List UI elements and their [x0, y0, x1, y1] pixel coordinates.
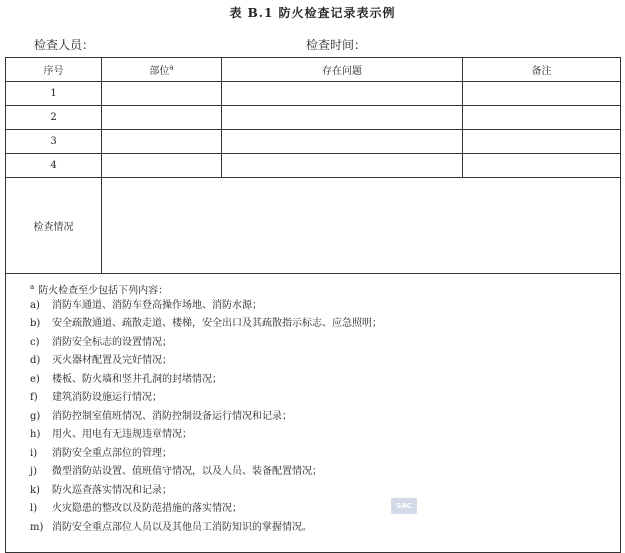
inspection-content-cell: [102, 178, 621, 274]
list-item: [30, 482, 620, 501]
notes-intro-text: 防火检查至少包括下列内容：: [38, 285, 169, 297]
issue-cell: [222, 106, 463, 130]
list-item: [30, 315, 620, 334]
inspection-record-table: [5, 57, 621, 553]
item-letter: m): [30, 521, 44, 533]
item-letter: b): [30, 318, 41, 329]
notes-intro: [30, 278, 620, 297]
notes-marker: a: [30, 283, 35, 291]
item-text: 建筑消防设施运行情况；: [52, 392, 162, 403]
list-item: [30, 297, 620, 316]
item-text: 火灾隐患的整改以及防范措施的落实情况；: [52, 503, 242, 514]
header-part-label: 部位: [149, 66, 170, 77]
row-number: 2: [6, 106, 102, 130]
item-letter: j): [30, 466, 38, 477]
remark-cell: [463, 154, 621, 178]
item-letter: a): [30, 299, 40, 311]
part-cell: [102, 154, 222, 178]
remark-cell: [463, 82, 621, 106]
notes-row: [6, 274, 621, 553]
list-item: [30, 519, 620, 538]
notes-cell: [6, 274, 621, 553]
list-item: [30, 334, 620, 353]
item-text: 用火、用电有无违规违章情况；: [52, 429, 192, 440]
inspector-label: 检查人员：: [34, 38, 95, 52]
item-text: 消防安全重点部位人员以及其他员工消防知识的掌握情况。: [52, 521, 312, 533]
list-item: [30, 445, 620, 464]
item-letter: f): [30, 392, 38, 403]
remark-cell: [463, 106, 621, 130]
item-text: 消防车通道、消防车登高操作场地、消防水源；: [52, 299, 262, 311]
item-text: 微型消防站设置、值班值守情况，以及人员、装备配置情况；: [52, 466, 322, 477]
part-cell: [102, 130, 222, 154]
table-row: [6, 130, 621, 154]
list-item: [30, 408, 620, 427]
part-cell: [102, 106, 222, 130]
item-letter: g): [30, 410, 41, 422]
header-issue: 存在问题: [222, 58, 463, 82]
table-title: 表 B.1 防火检查记录表示例: [229, 6, 396, 20]
table-row: [6, 82, 621, 106]
item-text: 消防安全标志的设置情况；: [52, 336, 172, 348]
inspection-row: [6, 178, 621, 274]
table-row: [6, 106, 621, 130]
inspection-label: 检查情况: [6, 178, 102, 274]
row-number: 1: [6, 82, 102, 106]
header-part: [102, 58, 222, 82]
notes-block: [6, 274, 620, 537]
row-number: 3: [6, 130, 102, 154]
item-text: 灭火器材配置及完好情况；: [52, 355, 172, 366]
item-letter: c): [30, 336, 40, 348]
table-row: [6, 154, 621, 178]
list-item: [30, 426, 620, 445]
item-letter: k): [30, 484, 40, 496]
header-remark: 备注: [463, 58, 621, 82]
item-letter: d): [30, 355, 41, 366]
item-text: 消防安全重点部位的管理；: [52, 447, 172, 459]
table-header-row: [6, 58, 621, 82]
remark-cell: [463, 130, 621, 154]
part-cell: [102, 82, 222, 106]
item-letter: h): [30, 429, 41, 440]
item-text: 消防控制室值班情况、消防控制设备运行情况和记录；: [52, 410, 292, 422]
header-no: 序号: [6, 58, 102, 82]
issue-cell: [222, 154, 463, 178]
list-item: [30, 352, 620, 371]
header-part-mark: a: [169, 63, 174, 72]
inspection-time-label: 检查时间：: [306, 38, 367, 52]
list-item: [30, 463, 620, 482]
item-letter: e): [30, 373, 40, 385]
issue-cell: [222, 130, 463, 154]
list-item: [30, 500, 620, 519]
item-letter: i): [30, 447, 38, 459]
item-text: 安全疏散通道、疏散走道、楼梯，安全出口及其疏散指示标志、应急照明；: [52, 318, 382, 329]
issue-cell: [222, 82, 463, 106]
list-item: [30, 389, 620, 408]
row-number: 4: [6, 154, 102, 178]
sac-watermark-logo: SAC: [391, 498, 417, 514]
item-letter: l): [30, 503, 38, 514]
list-item: [30, 371, 620, 390]
item-text: 防火巡查落实情况和记录；: [52, 484, 172, 496]
item-text: 楼板、防火墙和竖井孔洞的封堵情况；: [52, 373, 222, 385]
